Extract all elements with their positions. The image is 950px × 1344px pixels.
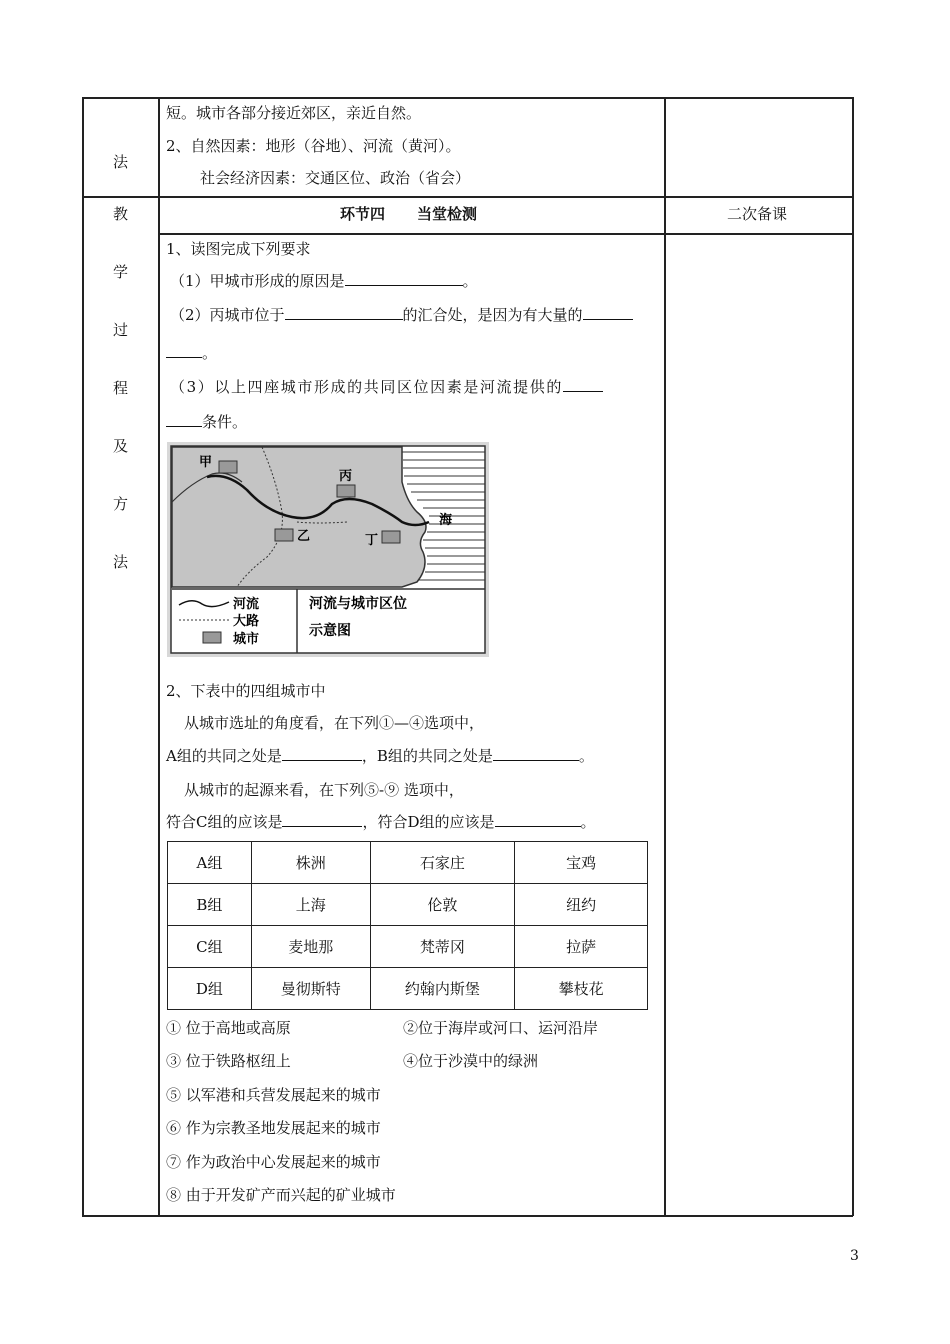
legend-road: 大路 bbox=[233, 614, 260, 629]
table-cell: 约翰内斯堡 bbox=[370, 968, 515, 1010]
q1-part2: （2）丙城市位于 的汇合处，是因为有大量的 bbox=[170, 305, 633, 325]
col-divider-1 bbox=[158, 97, 160, 1216]
table-cell: B组 bbox=[168, 884, 252, 926]
table-row bbox=[168, 968, 648, 1010]
map-caption-1: 河流与城市区位 bbox=[309, 596, 407, 612]
city-jia-label: 甲 bbox=[199, 455, 213, 470]
table-cell: D组 bbox=[168, 968, 252, 1010]
side-char-3: 过 bbox=[113, 321, 129, 339]
table-row bbox=[168, 884, 648, 926]
q1-part2-cont: 。 bbox=[166, 343, 217, 363]
option-3: ③ 位于铁路枢纽上 bbox=[166, 1052, 291, 1070]
side-char-2: 学 bbox=[113, 263, 129, 281]
city-yi-label: 乙 bbox=[297, 529, 311, 544]
frame-bottom-line bbox=[82, 1215, 853, 1217]
option-6: ⑥ 作为宗教圣地发展起来的城市 bbox=[166, 1119, 381, 1137]
q2-line1: 从城市选址的角度看，在下列①—④选项中， bbox=[184, 714, 485, 732]
side-char-6: 方 bbox=[113, 495, 129, 513]
q1-part1: （1）甲城市形成的原因是 。 bbox=[170, 272, 478, 290]
map-caption-2: 示意图 bbox=[309, 623, 351, 639]
city-bing-marker bbox=[337, 485, 355, 497]
q2-line4: 符合C组的应该是 ，符合D组的应该是 。 bbox=[166, 813, 596, 831]
table-cell: 石家庄 bbox=[370, 842, 515, 884]
q2-title: 2、下表中的四组城市中 bbox=[166, 682, 326, 700]
q1-part3: （3）以上四座城市形成的共同区位因素是河流提供的 bbox=[170, 377, 603, 397]
option-1: ① 位于高地或高原 bbox=[166, 1019, 291, 1037]
table-row bbox=[168, 842, 648, 884]
city-group-table bbox=[167, 841, 648, 1010]
table-row bbox=[168, 926, 648, 968]
frame-right-line bbox=[852, 97, 854, 1216]
top-line-3: 社会经济因素：交通区位、政治（省会） bbox=[200, 169, 471, 187]
page-number: 3 bbox=[850, 1248, 859, 1264]
option-8: ⑧ 由于开发矿产而兴起的矿业城市 bbox=[166, 1186, 396, 1204]
option-2: ②位于海岸或河口、运河沿岸 bbox=[403, 1019, 599, 1037]
option-4: ④位于沙漠中的绿洲 bbox=[403, 1052, 539, 1070]
side-char-7: 法 bbox=[113, 553, 129, 571]
city-ding-marker bbox=[382, 531, 400, 543]
table-cell: 麦地那 bbox=[251, 926, 370, 968]
side-char-4: 程 bbox=[113, 379, 129, 397]
row-divider-2 bbox=[158, 233, 853, 235]
legend-city: 城市 bbox=[233, 632, 260, 647]
frame-top-line bbox=[82, 97, 853, 99]
section-title-b: 当堂检测 bbox=[417, 205, 478, 223]
q1-title: 1、读图完成下列要求 bbox=[166, 240, 311, 258]
second-prep-label: 二次备课 bbox=[727, 205, 788, 223]
table-cell: 曼彻斯特 bbox=[251, 968, 370, 1010]
side-char-1: 教 bbox=[113, 205, 129, 223]
table-cell: 攀枝花 bbox=[515, 968, 648, 1010]
legend-river: 河流 bbox=[233, 597, 260, 612]
sea-label: 海 bbox=[439, 513, 453, 528]
q2-line2: A组的共同之处是 ，B组的共同之处是 。 bbox=[166, 747, 594, 765]
section-title-a: 环节四 bbox=[340, 205, 386, 223]
table-cell: 伦敦 bbox=[370, 884, 515, 926]
table-cell: 宝鸡 bbox=[515, 842, 648, 884]
table-cell: A组 bbox=[168, 842, 252, 884]
river-city-map bbox=[167, 442, 489, 657]
table-cell: 株洲 bbox=[251, 842, 370, 884]
option-5: ⑤ 以军港和兵营发展起来的城市 bbox=[166, 1086, 381, 1104]
q1-part3-cont: 条件。 bbox=[166, 412, 247, 432]
table-cell: 上海 bbox=[251, 884, 370, 926]
table-cell: 梵蒂冈 bbox=[370, 926, 515, 968]
top-line-2: 2、自然因素：地形（谷地）、河流（黄河）。 bbox=[166, 137, 461, 155]
city-yi-marker bbox=[275, 529, 293, 541]
left-label-fa: 法 bbox=[113, 153, 129, 171]
city-jia-marker bbox=[219, 461, 237, 473]
option-7: ⑦ 作为政治中心发展起来的城市 bbox=[166, 1153, 381, 1171]
table-cell: 纽约 bbox=[515, 884, 648, 926]
col-divider-2 bbox=[664, 97, 666, 1216]
q2-line3: 从城市的起源来看，在下列⑤-⑨ 选项中， bbox=[184, 781, 464, 799]
city-bing-label: 丙 bbox=[339, 469, 353, 484]
table-cell: C组 bbox=[168, 926, 252, 968]
table-cell: 拉萨 bbox=[515, 926, 648, 968]
side-char-5: 及 bbox=[113, 437, 129, 455]
top-line-1: 短。城市各部分接近郊区，亲近自然。 bbox=[166, 104, 422, 122]
city-ding-label: 丁 bbox=[365, 533, 379, 548]
frame-left-line bbox=[82, 97, 84, 1216]
row-divider-1 bbox=[82, 196, 853, 198]
